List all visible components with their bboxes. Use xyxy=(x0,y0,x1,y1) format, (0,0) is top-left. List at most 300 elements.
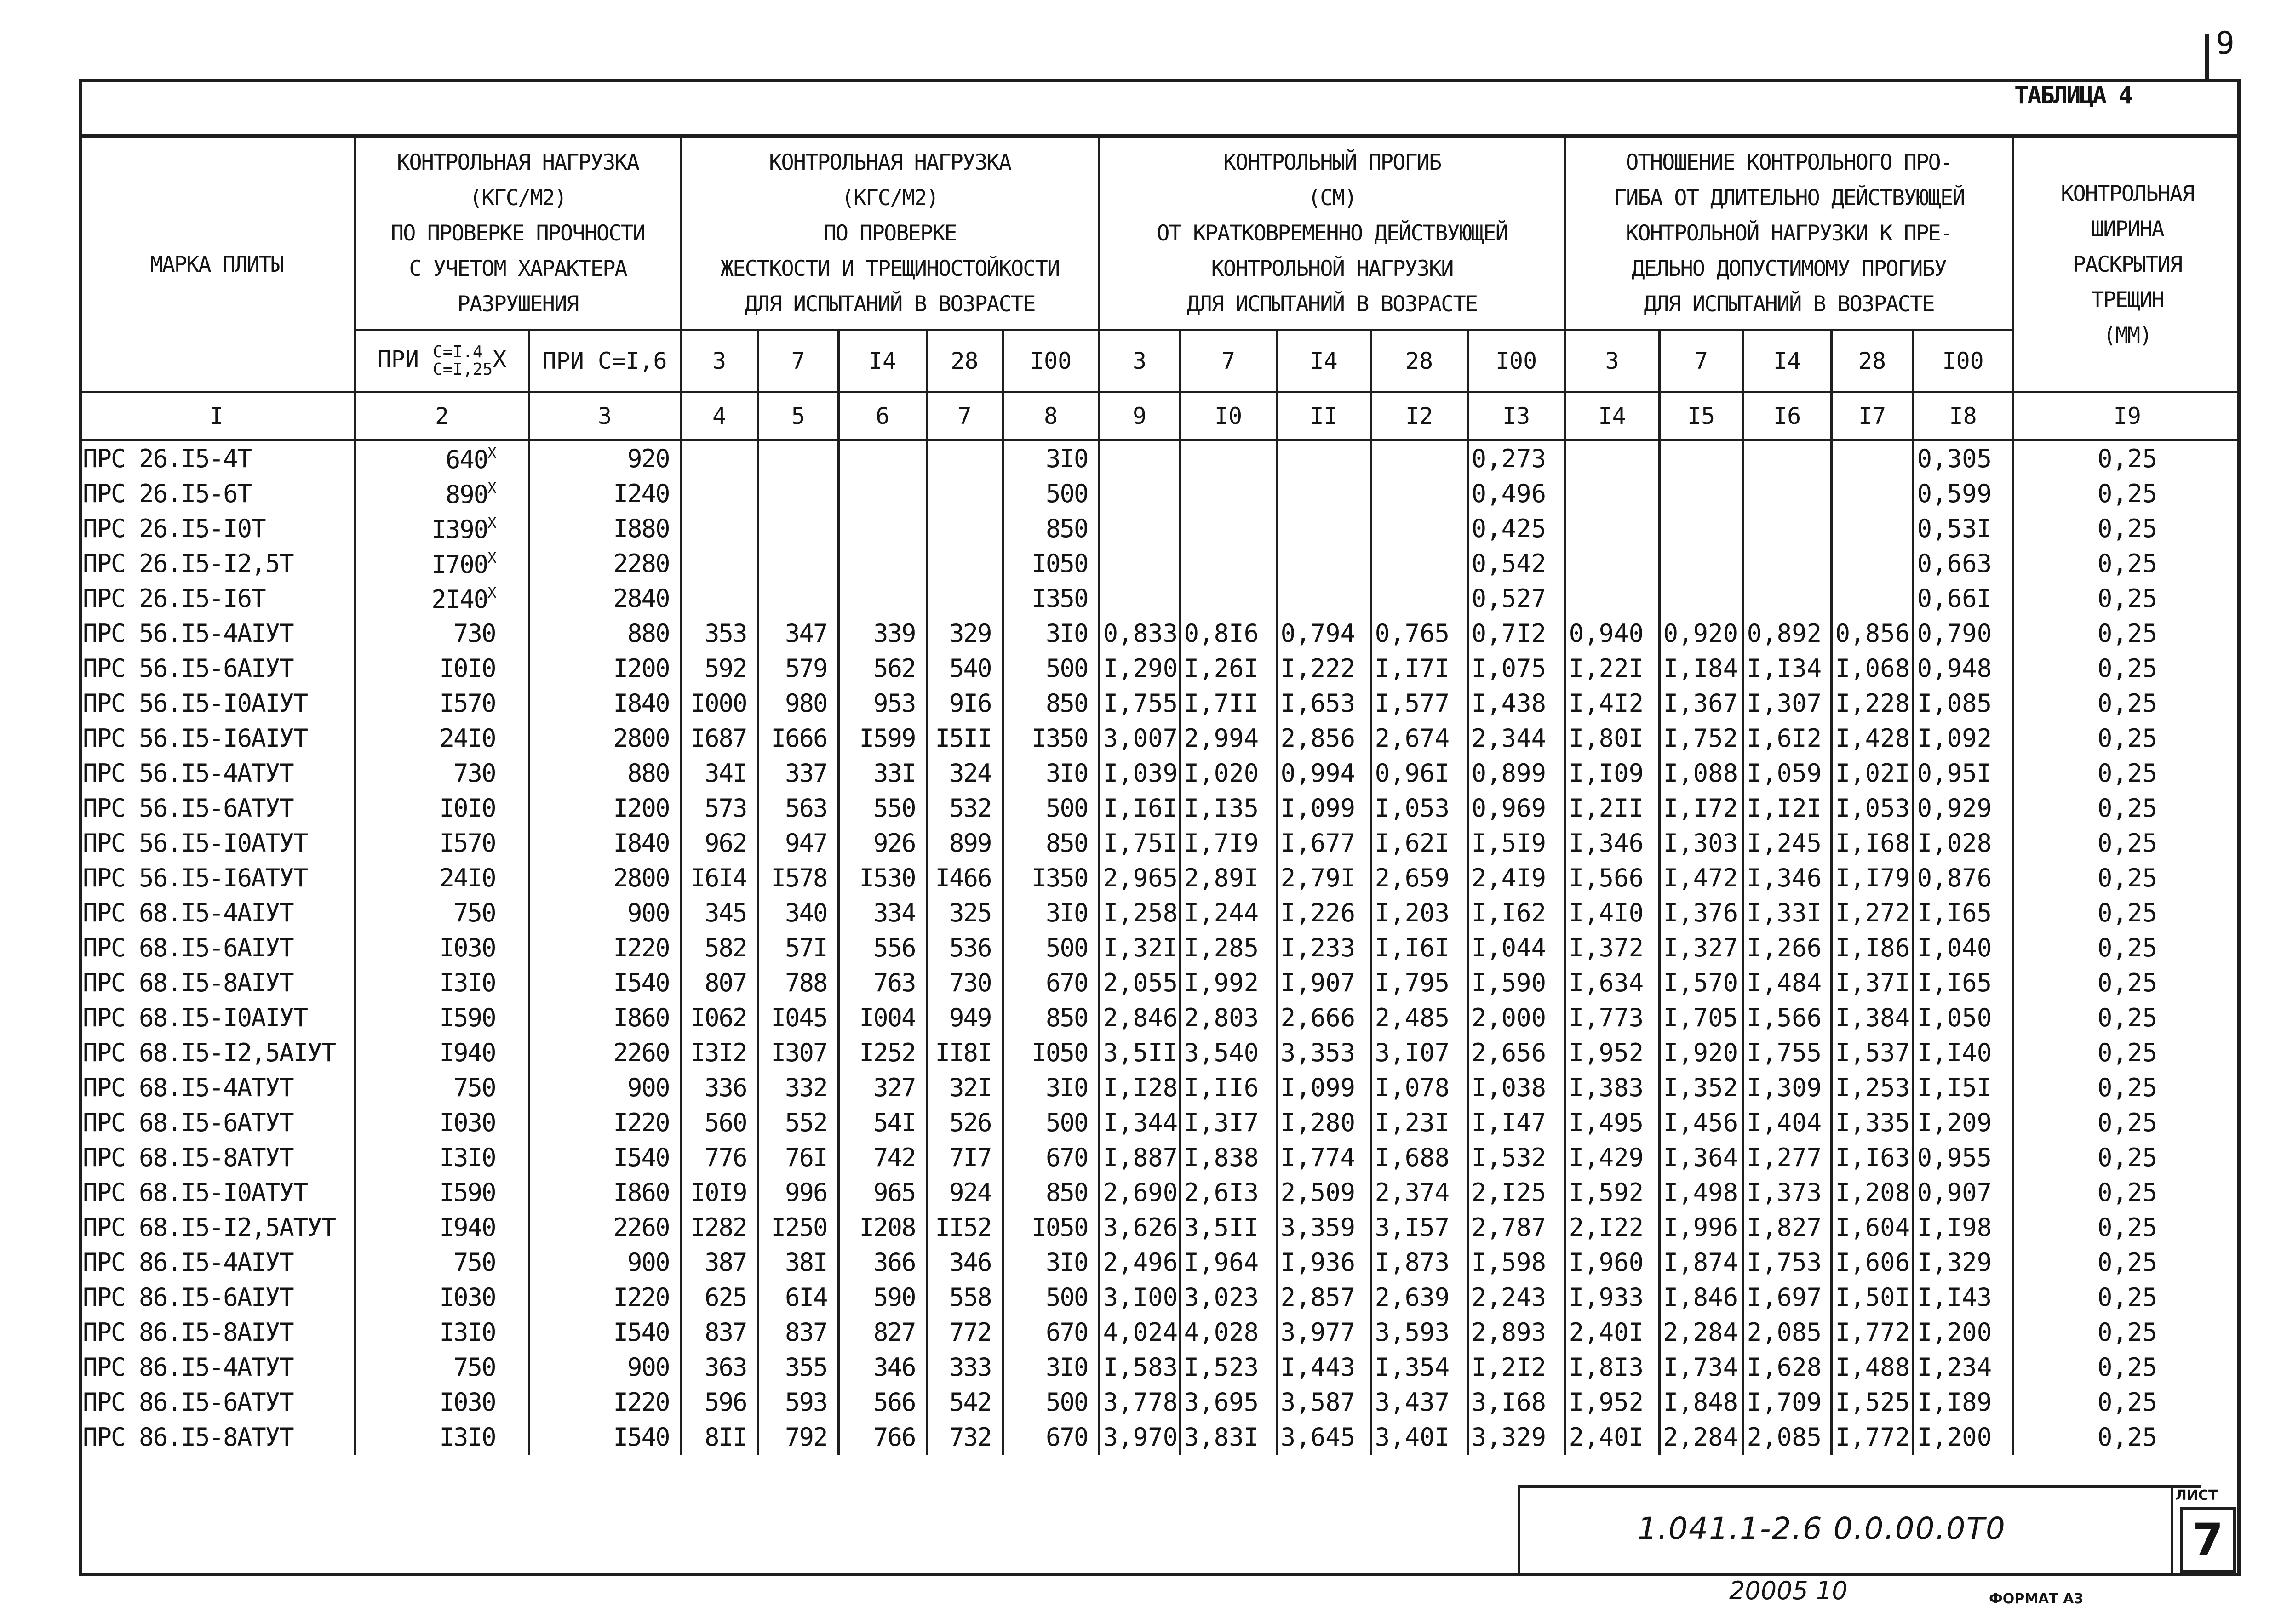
strength-load-cell: I840 xyxy=(529,826,681,861)
load-cell: 536 xyxy=(927,931,1003,966)
deflection-cell xyxy=(1099,511,1180,546)
load-cell: 949 xyxy=(927,1001,1003,1035)
ratio-cell: I,208 xyxy=(1831,1175,1913,1210)
ratio-cell xyxy=(1659,546,1743,581)
table-row xyxy=(79,651,2241,686)
crack-width-cell: 0,25 xyxy=(2013,826,2241,861)
load-cell: I208 xyxy=(838,1210,927,1245)
table-row xyxy=(79,756,2241,791)
column-number: II xyxy=(1277,392,1371,440)
column-number: 4 xyxy=(681,392,758,440)
deflection-cell: I,755 xyxy=(1099,686,1180,721)
ratio-cell: I,040 xyxy=(1913,931,2013,966)
strength-load-cell: 2840 xyxy=(529,581,681,616)
load-cell xyxy=(838,511,927,546)
load-cell: 763 xyxy=(838,966,927,1001)
ratio-cell: I,I65 xyxy=(1913,896,2013,931)
deflection-cell xyxy=(1371,476,1467,511)
load-cell: 353 xyxy=(681,616,758,651)
load-cell: I282 xyxy=(681,1210,758,1245)
deflection-cell: I,532 xyxy=(1467,1140,1565,1175)
load-cell: 947 xyxy=(758,826,838,861)
strength-load-cell: 2800 xyxy=(529,721,681,756)
deflection-cell: I,I6I xyxy=(1099,791,1180,826)
ratio-cell xyxy=(1831,511,1913,546)
plate-mark: ПРС 86.I5-6АIУТ xyxy=(79,1280,355,1315)
deflection-cell: 2,994 xyxy=(1180,721,1277,756)
ratio-cell: 0,53I xyxy=(1913,511,2013,546)
load-cell: 596 xyxy=(681,1385,758,1420)
ratio-cell: 2,284 xyxy=(1659,1420,1743,1455)
ratio-cell: I,846 xyxy=(1659,1280,1743,1315)
ratio-cell xyxy=(1831,440,1913,477)
deflection-cell: 3,593 xyxy=(1371,1315,1467,1350)
sheet-label: ЛИСТ xyxy=(2175,1487,2218,1504)
column-number: I2 xyxy=(1371,392,1467,440)
load-cell: 850 xyxy=(1003,1175,1099,1210)
ratio-cell: I,705 xyxy=(1659,1001,1743,1035)
column-number: I6 xyxy=(1743,392,1831,440)
plate-mark: ПРС 56.I5-6АТУТ xyxy=(79,791,355,826)
crack-width-cell: 0,25 xyxy=(2013,1210,2241,1245)
column-number: I0 xyxy=(1180,392,1277,440)
strength-load-cell: $I390^Х$ xyxy=(355,511,529,546)
deflection-cell: I,039 xyxy=(1099,756,1180,791)
strength-load-cell: $890^Х$ xyxy=(355,476,529,511)
strength-load-cell: I880 xyxy=(529,511,681,546)
deflection-cell: I,344 xyxy=(1099,1105,1180,1140)
load-cell: 776 xyxy=(681,1140,758,1175)
ratio-cell: I,37I xyxy=(1831,966,1913,1001)
deflection-cell: I,26I xyxy=(1180,651,1277,686)
strength-load-cell: I3I0 xyxy=(355,966,529,1001)
load-cell: I3I2 xyxy=(681,1035,758,1070)
deflection-cell: 4,024 xyxy=(1099,1315,1180,1350)
deflection-cell: 0,496 xyxy=(1467,476,1565,511)
deflection-cell: 3,645 xyxy=(1277,1420,1371,1455)
subheader-c16: ПРИ С=I,6 xyxy=(529,330,681,392)
ratio-cell: I,495 xyxy=(1565,1105,1659,1140)
strength-load-cell: 750 xyxy=(355,896,529,931)
ratio-cell: I,I65 xyxy=(1913,966,2013,1001)
load-cell xyxy=(927,440,1003,477)
load-cell: 38I xyxy=(758,1245,838,1280)
load-cell: 965 xyxy=(838,1175,927,1210)
ratio-cell: I,085 xyxy=(1913,686,2013,721)
ratio-cell: 2,085 xyxy=(1743,1420,1831,1455)
strength-load-cell: I220 xyxy=(529,1280,681,1315)
strength-load-cell: I860 xyxy=(529,1175,681,1210)
strength-load-cell: 880 xyxy=(529,616,681,651)
deflection-cell: I,583 xyxy=(1099,1350,1180,1385)
table-row xyxy=(79,476,2241,511)
deflection-cell: I,907 xyxy=(1277,966,1371,1001)
load-cell xyxy=(927,511,1003,546)
table-row xyxy=(79,1210,2241,1245)
deflection-cell: I,078 xyxy=(1371,1070,1467,1105)
ratio-cell: I,I98 xyxy=(1913,1210,2013,1245)
column-number: I7 xyxy=(1831,392,1913,440)
crack-width-cell: 0,25 xyxy=(2013,931,2241,966)
strength-load-cell: I3I0 xyxy=(355,1420,529,1455)
deflection-cell: 2,344 xyxy=(1467,721,1565,756)
deflection-cell: 0,765 xyxy=(1371,616,1467,651)
load-cell: I000 xyxy=(681,686,758,721)
ratio-cell: I,272 xyxy=(1831,896,1913,931)
load-cell xyxy=(758,511,838,546)
load-cell: 670 xyxy=(1003,1140,1099,1175)
load-cell: 962 xyxy=(681,826,758,861)
strength-load-cell: 2260 xyxy=(529,1035,681,1070)
strength-load-cell: $640^Х$ xyxy=(355,440,529,477)
load-cell: II8I xyxy=(927,1035,1003,1070)
load-cell: I307 xyxy=(758,1035,838,1070)
ratio-cell: I,I86 xyxy=(1831,931,1913,966)
ratio-cell: I,I40 xyxy=(1913,1035,2013,1070)
age-header: I00 xyxy=(1003,330,1099,392)
load-cell: 340 xyxy=(758,896,838,931)
age-header: I00 xyxy=(1467,330,1565,392)
ratio-cell: I,059 xyxy=(1743,756,1831,791)
load-cell: 346 xyxy=(927,1245,1003,1280)
load-cell: I5II xyxy=(927,721,1003,756)
title-block xyxy=(1518,1485,2201,1576)
crack-width-cell: 0,25 xyxy=(2013,861,2241,896)
deflection-cell: I,873 xyxy=(1371,1245,1467,1280)
deflection-cell: I,653 xyxy=(1277,686,1371,721)
ratio-cell xyxy=(1659,476,1743,511)
footnote-mark: Х xyxy=(487,479,496,497)
plate-mark: ПРС 26.I5-4Т xyxy=(79,440,355,477)
strength-load-cell: I590 xyxy=(355,1175,529,1210)
ratio-cell: I,566 xyxy=(1743,1001,1831,1035)
plate-mark: ПРС 68.I5-4АIУТ xyxy=(79,896,355,931)
strength-load-cell: 24I0 xyxy=(355,721,529,756)
ratio-cell: I,245 xyxy=(1743,826,1831,861)
load-cell xyxy=(758,440,838,477)
ratio-cell: I,372 xyxy=(1565,931,1659,966)
load-cell: I0I9 xyxy=(681,1175,758,1210)
load-cell: 563 xyxy=(758,791,838,826)
ratio-cell: I,277 xyxy=(1743,1140,1831,1175)
crack-width-cell: 0,25 xyxy=(2013,896,2241,931)
load-cell xyxy=(927,581,1003,616)
ratio-cell: I,772 xyxy=(1831,1420,1913,1455)
deflection-cell: 0,425 xyxy=(1467,511,1565,546)
load-cell: 566 xyxy=(838,1385,927,1420)
load-cell xyxy=(927,546,1003,581)
deflection-cell: 0,994 xyxy=(1277,756,1371,791)
load-cell: I466 xyxy=(927,861,1003,896)
ratio-cell: I,383 xyxy=(1565,1070,1659,1105)
deflection-cell: I,233 xyxy=(1277,931,1371,966)
load-cell: 772 xyxy=(927,1315,1003,1350)
header-crack-width: КОНТРОЛЬНАЯ ШИРИНА РАСКРЫТИЯ ТРЕЩИН (ММ) xyxy=(2013,137,2241,392)
deflection-cell: 0,8I6 xyxy=(1180,616,1277,651)
ratio-cell: I,50I xyxy=(1831,1280,1913,1315)
load-cell: 766 xyxy=(838,1420,927,1455)
ratio-cell xyxy=(1743,476,1831,511)
crack-width-cell: 0,25 xyxy=(2013,1385,2241,1420)
load-cell: 500 xyxy=(1003,1280,1099,1315)
deflection-cell: 0,542 xyxy=(1467,546,1565,581)
load-cell: 532 xyxy=(927,791,1003,826)
ratio-cell: I,2II xyxy=(1565,791,1659,826)
strength-load-cell: 900 xyxy=(529,896,681,931)
deflection-cell: I,I35 xyxy=(1180,791,1277,826)
deflection-cell xyxy=(1099,476,1180,511)
crack-width-cell: 0,25 xyxy=(2013,651,2241,686)
ratio-cell: I,373 xyxy=(1743,1175,1831,1210)
column-number: 7 xyxy=(927,392,1003,440)
column-number: I5 xyxy=(1659,392,1743,440)
column-number: 3 xyxy=(529,392,681,440)
strength-load-cell: 920 xyxy=(529,440,681,477)
ratio-cell: I,I84 xyxy=(1659,651,1743,686)
load-cell: 333 xyxy=(927,1350,1003,1385)
ratio-cell: 2,40I xyxy=(1565,1420,1659,1455)
ratio-cell: I,02I xyxy=(1831,756,1913,791)
deflection-cell: 0,833 xyxy=(1099,616,1180,651)
load-cell: 387 xyxy=(681,1245,758,1280)
ratio-cell: I,592 xyxy=(1565,1175,1659,1210)
load-cell: 500 xyxy=(1003,476,1099,511)
load-cell: I062 xyxy=(681,1001,758,1035)
ratio-cell: I,752 xyxy=(1659,721,1743,756)
age-header: I00 xyxy=(1913,330,2013,392)
plate-mark: ПРС 86.I5-4АТУТ xyxy=(79,1350,355,1385)
load-cell: 334 xyxy=(838,896,927,931)
load-cell: 926 xyxy=(838,826,927,861)
crack-width-cell: 0,25 xyxy=(2013,1280,2241,1315)
deflection-cell xyxy=(1099,546,1180,581)
ratio-cell: I,33I xyxy=(1743,896,1831,931)
ratio-cell: I,566 xyxy=(1565,861,1659,896)
deflection-cell: 3,970 xyxy=(1099,1420,1180,1455)
deflection-cell: I,5I9 xyxy=(1467,826,1565,861)
load-cell: 670 xyxy=(1003,966,1099,1001)
ratio-cell: I,488 xyxy=(1831,1350,1913,1385)
strength-load-cell: I940 xyxy=(355,1210,529,1245)
ratio-cell xyxy=(1565,581,1659,616)
deflection-cell: 2,846 xyxy=(1099,1001,1180,1035)
table-row xyxy=(79,1245,2241,1280)
strength-load-cell: I0I0 xyxy=(355,651,529,686)
strength-load-cell: I030 xyxy=(355,931,529,966)
load-cell: 827 xyxy=(838,1315,927,1350)
load-cell: 579 xyxy=(758,651,838,686)
age-header: I4 xyxy=(1277,330,1371,392)
load-cell: 953 xyxy=(838,686,927,721)
deflection-cell: 3,587 xyxy=(1277,1385,1371,1420)
ratio-cell: I,346 xyxy=(1565,826,1659,861)
ratio-cell: I,755 xyxy=(1743,1035,1831,1070)
header-stiffness-load: КОНТРОЛЬНАЯ НАГРУЗКА (КГС/М2) ПО ПРОВЕРКЕ ЖЕСТКОСТИ И ТРЕЩИНОСТОЙКОСТИ ДЛЯ ИСПЫТАНИЙ В ВОЗРАСТЕ xyxy=(681,137,1099,330)
age-header: 28 xyxy=(1831,330,1913,392)
deflection-cell xyxy=(1180,440,1277,477)
deflection-cell: 2,674 xyxy=(1371,721,1467,756)
table-row xyxy=(79,1420,2241,1455)
ratio-cell: I,537 xyxy=(1831,1035,1913,1070)
load-cell: 556 xyxy=(838,931,927,966)
load-cell: 792 xyxy=(758,1420,838,1455)
ratio-cell: 0,940 xyxy=(1565,616,1659,651)
ratio-cell: I,050 xyxy=(1913,1001,2013,1035)
deflection-cell: I,354 xyxy=(1371,1350,1467,1385)
ratio-cell: I,209 xyxy=(1913,1105,2013,1140)
load-cell xyxy=(681,511,758,546)
table-row xyxy=(79,1350,2241,1385)
crack-width-cell: 0,25 xyxy=(2013,1350,2241,1385)
deflection-cell: I,020 xyxy=(1180,756,1277,791)
load-cell: I050 xyxy=(1003,546,1099,581)
strength-load-cell: 2800 xyxy=(529,861,681,896)
plate-mark: ПРС 68.I5-4АТУТ xyxy=(79,1070,355,1105)
load-cell: 3I0 xyxy=(1003,1245,1099,1280)
column-number-row xyxy=(79,392,2241,440)
ratio-cell: I,253 xyxy=(1831,1070,1913,1105)
deflection-cell: 2,857 xyxy=(1277,1280,1371,1315)
load-cell: 742 xyxy=(838,1140,927,1175)
deflection-cell xyxy=(1371,581,1467,616)
ratio-cell: I,734 xyxy=(1659,1350,1743,1385)
deflection-cell: 2,374 xyxy=(1371,1175,1467,1210)
ratio-cell: I,I5I xyxy=(1913,1070,2013,1105)
load-cell: 366 xyxy=(838,1245,927,1280)
footnote-mark: Х xyxy=(487,549,496,566)
deflection-cell xyxy=(1180,511,1277,546)
ratio-cell: I,428 xyxy=(1831,721,1913,756)
column-number: I8 xyxy=(1913,392,2013,440)
deflection-cell: I,I7I xyxy=(1371,651,1467,686)
plate-mark: ПРС 26.I5-I0Т xyxy=(79,511,355,546)
load-cell: 34I xyxy=(681,756,758,791)
ratio-cell: I,200 xyxy=(1913,1315,2013,1350)
deflection-cell: I,7II xyxy=(1180,686,1277,721)
ratio-cell: 0,876 xyxy=(1913,861,2013,896)
strength-load-cell: $2I40^Х$ xyxy=(355,581,529,616)
table-row xyxy=(79,511,2241,546)
deflection-cell: I,774 xyxy=(1277,1140,1371,1175)
plate-mark: ПРС 56.I5-4АIУТ xyxy=(79,616,355,651)
ratio-cell: I,I09 xyxy=(1565,756,1659,791)
ratio-cell: I,I68 xyxy=(1831,826,1913,861)
ratio-cell: I,I89 xyxy=(1913,1385,2013,1420)
ratio-cell: 0,66I xyxy=(1913,581,2013,616)
load-cell: I530 xyxy=(838,861,927,896)
deflection-cell: I,244 xyxy=(1180,896,1277,931)
strength-load-cell: I540 xyxy=(529,1420,681,1455)
deflection-cell: 3,I00 xyxy=(1099,1280,1180,1315)
deflection-cell: 2,055 xyxy=(1099,966,1180,1001)
load-cell: I350 xyxy=(1003,721,1099,756)
header-deflection: КОНТРОЛЬНЫЙ ПРОГИБ (СМ) ОТ КРАТКОВРЕМЕННО ДЕЙСТВУЮЩЕЙ КОНТРОЛЬНОЙ НАГРУЗКИ ДЛЯ ИСПЫТАНИЙ В ВОЗРАСТЕ xyxy=(1099,137,1565,330)
strength-load-cell: 750 xyxy=(355,1070,529,1105)
ratio-cell: I,933 xyxy=(1565,1280,1659,1315)
header-deflection-ratio: ОТНОШЕНИЕ КОНТРОЛЬНОГО ПРО- ГИБА ОТ ДЛИТЕЛЬНО ДЕЙСТВУЮЩЕЙ КОНТРОЛЬНОЙ НАГРУЗКИ К ПРЕ- ДЕЛЬНО ДОПУСТИМОМУ ПРОГИБУ ДЛЯ ИСПЫТАНИЙ В ВОЗРАСТЕ xyxy=(1565,137,2013,330)
load-cell: 980 xyxy=(758,686,838,721)
load-cell xyxy=(838,581,927,616)
crack-width-cell: 0,25 xyxy=(2013,791,2241,826)
ratio-cell: I,8I3 xyxy=(1565,1350,1659,1385)
load-cell: I004 xyxy=(838,1001,927,1035)
crack-width-cell: 0,25 xyxy=(2013,546,2241,581)
load-cell: 3I0 xyxy=(1003,896,1099,931)
deflection-cell xyxy=(1371,546,1467,581)
table-title: ТАБЛИЦА 4 xyxy=(2014,82,2132,109)
load-cell: 730 xyxy=(927,966,1003,1001)
ratio-cell: I,606 xyxy=(1831,1245,1913,1280)
ratio-cell: I,498 xyxy=(1659,1175,1743,1210)
column-number: I9 xyxy=(2013,392,2241,440)
strength-load-cell: I030 xyxy=(355,1385,529,1420)
plate-mark: ПРС 86.I5-8АIУТ xyxy=(79,1315,355,1350)
deflection-cell xyxy=(1277,581,1371,616)
table-row xyxy=(79,1140,2241,1175)
ratio-cell: 0,599 xyxy=(1913,476,2013,511)
load-cell: II52 xyxy=(927,1210,1003,1245)
deflection-cell: I,936 xyxy=(1277,1245,1371,1280)
deflection-cell: I,992 xyxy=(1180,966,1277,1001)
ratio-cell: I,234 xyxy=(1913,1350,2013,1385)
strength-load-cell: I3I0 xyxy=(355,1315,529,1350)
deflection-cell: I,I47 xyxy=(1467,1105,1565,1140)
deflection-cell: 2,690 xyxy=(1099,1175,1180,1210)
deflection-cell: 3,359 xyxy=(1277,1210,1371,1245)
deflection-cell xyxy=(1371,511,1467,546)
age-header: I4 xyxy=(838,330,927,392)
strength-load-cell: I220 xyxy=(529,1105,681,1140)
deflection-cell: I,044 xyxy=(1467,931,1565,966)
crack-width-cell: 0,25 xyxy=(2013,1420,2241,1455)
ratio-cell: I,352 xyxy=(1659,1070,1743,1105)
strength-load-cell: I0I0 xyxy=(355,791,529,826)
deflection-cell: 2,485 xyxy=(1371,1001,1467,1035)
ratio-cell: I,384 xyxy=(1831,1001,1913,1035)
deflection-cell: 2,656 xyxy=(1467,1035,1565,1070)
data-table xyxy=(79,136,2241,1455)
deflection-cell: 3,540 xyxy=(1180,1035,1277,1070)
strength-load-cell: 730 xyxy=(355,616,529,651)
crack-width-cell: 0,25 xyxy=(2013,1245,2241,1280)
table-row xyxy=(79,581,2241,616)
age-header: 28 xyxy=(1371,330,1467,392)
plate-mark: ПРС 56.I5-I0АТУТ xyxy=(79,826,355,861)
table-row xyxy=(79,616,2241,651)
ratio-cell xyxy=(1565,511,1659,546)
load-cell: 329 xyxy=(927,616,1003,651)
deflection-cell: I,7I9 xyxy=(1180,826,1277,861)
plate-mark: ПРС 68.I5-6АIУТ xyxy=(79,931,355,966)
load-cell: 355 xyxy=(758,1350,838,1385)
load-cell: I045 xyxy=(758,1001,838,1035)
table-row xyxy=(79,1105,2241,1140)
load-cell: 3I0 xyxy=(1003,616,1099,651)
deflection-cell: 3,I57 xyxy=(1371,1210,1467,1245)
deflection-cell: 2,856 xyxy=(1277,721,1371,756)
deflection-cell: I,290 xyxy=(1099,651,1180,686)
ratio-cell: I,266 xyxy=(1743,931,1831,966)
strength-load-cell: 2260 xyxy=(529,1210,681,1245)
load-cell xyxy=(838,546,927,581)
deflection-cell: 3,023 xyxy=(1180,1280,1277,1315)
deflection-cell: I,443 xyxy=(1277,1350,1371,1385)
column-number: I4 xyxy=(1565,392,1659,440)
header-strength-load: КОНТРОЛЬНАЯ НАГРУЗКА (КГС/М2) ПО ПРОВЕРКЕ ПРОЧНОСТИ С УЧЕТОМ ХАРАКТЕРА РАЗРУШЕНИЯ xyxy=(355,137,681,330)
deflection-cell xyxy=(1277,511,1371,546)
ratio-cell: 2,40I xyxy=(1565,1315,1659,1350)
strength-load-cell: I540 xyxy=(529,1140,681,1175)
